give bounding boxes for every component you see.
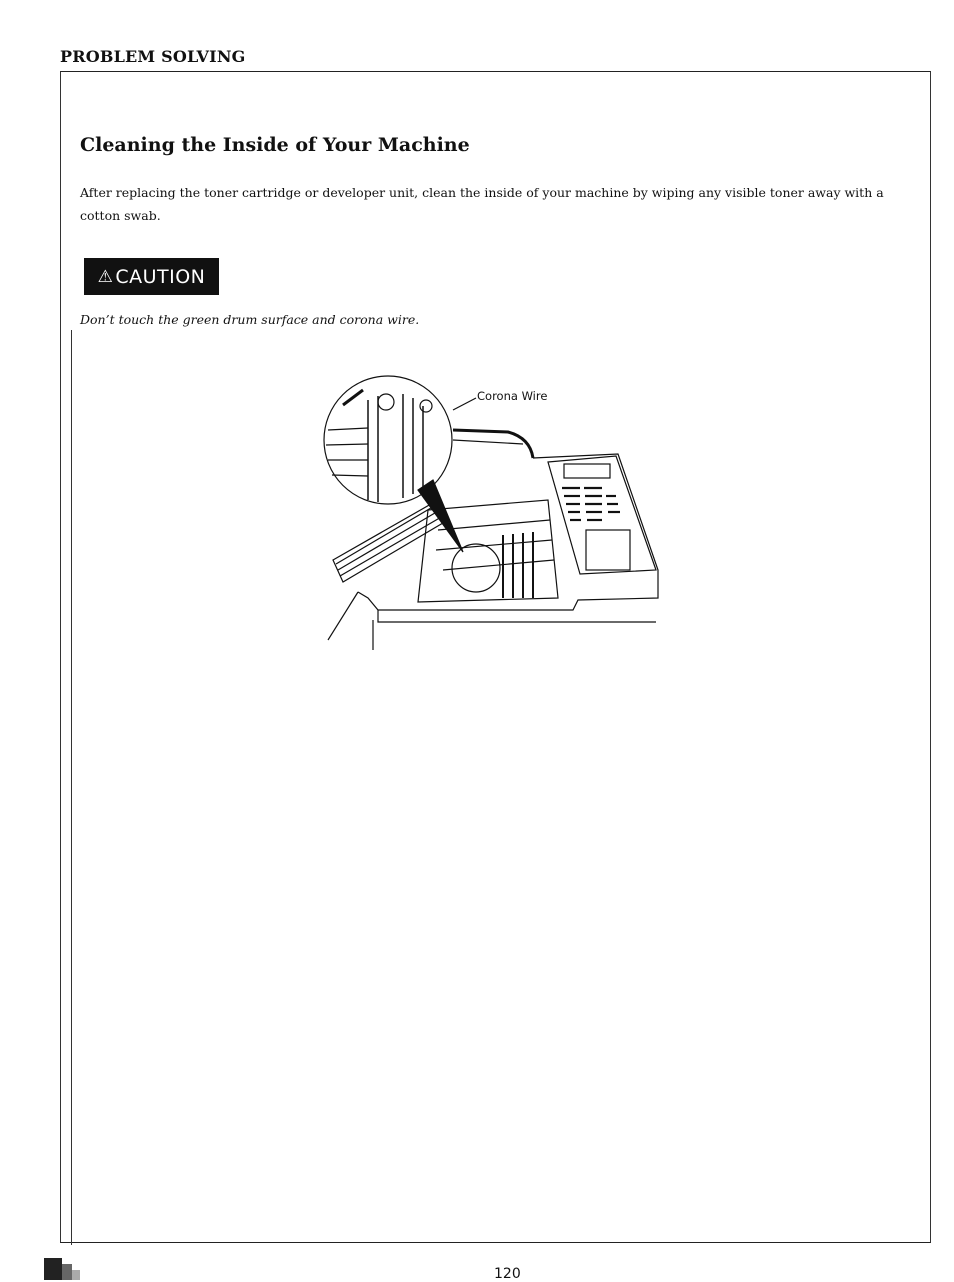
- frame-inner-rule: [71, 330, 72, 1245]
- body-paragraph: After replacing the toner cartridge or developer unit, clean the inside of your machine by wiping any visible toner away with a cotton swab.: [80, 185, 884, 223]
- caution-text: Don’t touch the green drum surface and corona wire.: [80, 312, 420, 327]
- warning-triangle-icon: ⚠: [97, 266, 114, 287]
- scan-artifact: [42, 1256, 92, 1282]
- caution-badge: [84, 258, 219, 295]
- page-title: Cleaning the Inside of Your Machine: [80, 134, 470, 156]
- page-number: 120: [494, 1266, 521, 1282]
- section-header: PROBLEM SOLVING: [60, 47, 246, 66]
- machine-interior-illustration: [318, 370, 668, 660]
- caution-label: CAUTION: [115, 265, 206, 288]
- corona-wire-callout: Corona Wire: [477, 389, 548, 403]
